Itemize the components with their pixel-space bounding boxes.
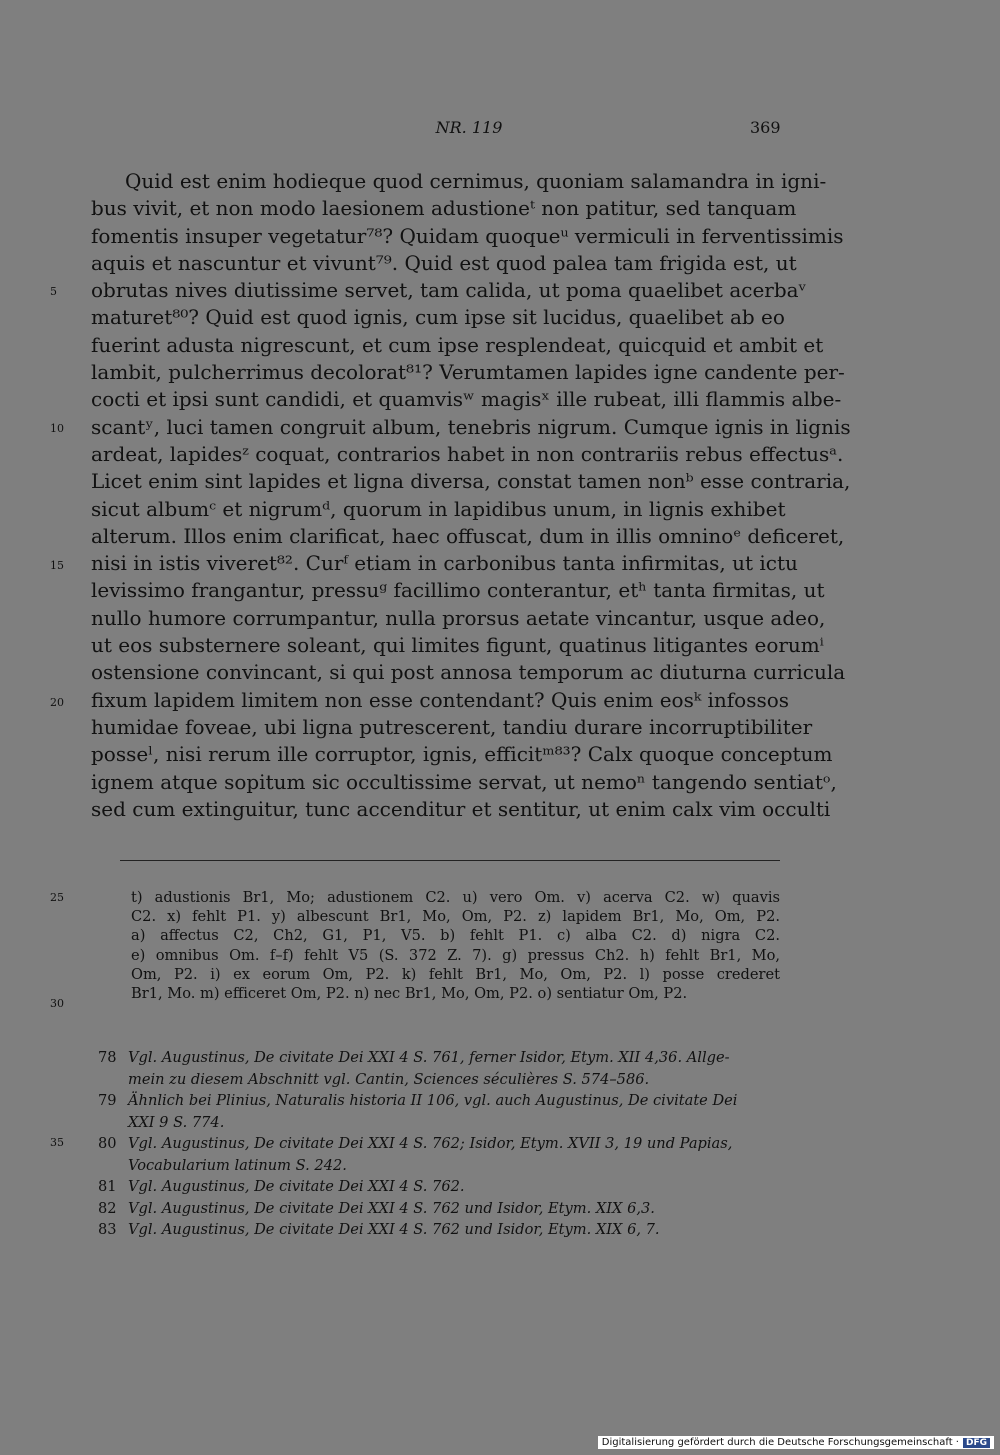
- text-line: obrutas nives diutissime servet, tam calida, ut poma quaelibet acerbaᵛ: [91, 278, 807, 303]
- apparatus-line: Br1, Mo. m) efficeret Om, P2. n) nec Br1, Mo, Om, P2. o) sentiatur Om, P2.: [131, 984, 688, 1002]
- text-line: sed cum extinguitur, tunc accenditur et sentitur, ut enim calx vim occulti: [91, 796, 831, 821]
- text-line: fuerint adusta nigrescunt, et cum ipse resplendeat, quicquid et ambit et: [91, 332, 824, 357]
- footnotes: [98, 1047, 780, 1241]
- footnote-line: Vgl. Augustinus, De civitate Dei XXI 4 S. 762 und Isidor, Etym. XIX 6,3.: [128, 1199, 655, 1217]
- apparatus-line: C2. x) fehlt P1. y) albescunt Br1, Mo, Om, P2. z) lapidem Br1, Mo, Om, P2.: [131, 908, 780, 926]
- text-line: nullo humore corrumpantur, nulla prorsus aetate vincantur, usque adeo,: [91, 605, 826, 630]
- footnote-line: Ähnlich bei Plinius, Naturalis historia II 106, vgl. auch Augustinus, De civitate Dei: [128, 1092, 738, 1109]
- page-number: 369: [750, 118, 781, 137]
- line-number: 10: [50, 422, 64, 435]
- apparatus-line: t) adustionis Br1, Mo; adustionem C2. u) vero Om. v) acerva C2. w) quavis: [131, 889, 780, 906]
- apparatus-line: e) omnibus Om. f–f) fehlt V5 (S. 372 Z. 7). g) pressus Ch2. h) fehlt Br1, Mo,: [131, 946, 780, 964]
- text-line: aquis et nascuntur et vivunt⁷⁹. Quid est quod palea tam frigida est, ut: [91, 250, 797, 275]
- text-line: levissimo frangantur, pressuᵍ facillimo conterantur, etʰ tanta firmitas, ut: [91, 578, 825, 603]
- text-line: sicut albumᶜ et nigrumᵈ, quorum in lapidibus unum, in lignis exhibet: [91, 496, 786, 521]
- footnote-number: 79: [98, 1092, 117, 1109]
- footnote-line: mein zu diesem Abschnitt vgl. Cantin, Sciences séculières S. 574–586.: [128, 1070, 650, 1088]
- main-text: [91, 168, 851, 823]
- text-line: fixum lapidem limitem non esse contendant? Quis enim eosᵏ infossos: [91, 687, 790, 712]
- footnote: [98, 1176, 780, 1198]
- footnote-line: Vocabularium latinum S. 242.: [128, 1156, 347, 1174]
- text-line: nisi in istis viveret⁸². Curᶠ etiam in carbonibus tanta infirmitas, ut ictu: [91, 551, 798, 576]
- funding-text: Digitalisierung gefördert durch die Deutsche Forschungsgemeinschaft ·: [601, 1437, 959, 1448]
- footnote-number: 83: [98, 1221, 117, 1238]
- apparatus-line: a) affectus C2, Ch2, G1, P1, V5. b) fehlt P1. c) alba C2. d) nigra C2.: [131, 927, 780, 945]
- footnote-number: 82: [98, 1199, 117, 1217]
- line-number: 30: [50, 997, 64, 1010]
- text-line: lambit, pulcherrimus decolorat⁸¹? Verumtamen lapides igne candente per-: [91, 360, 845, 385]
- text-line: ardeat, lapidesᶻ coquat, contrarios habet in non contrariis rebus effectusᵃ.: [91, 441, 844, 466]
- text-line: humidae foveae, ubi ligna putrescerent, tandiu durare incorruptibiliter: [91, 714, 813, 739]
- line-number: 15: [50, 559, 64, 572]
- funding-footer: [598, 1436, 994, 1449]
- footnote: [98, 1198, 780, 1220]
- footnote-line: Vgl. Augustinus, De civitate Dei XXI 4 S. 762; Isidor, Etym. XVII 3, 19 und Papias,: [128, 1135, 733, 1152]
- footnote-number: 78: [98, 1049, 117, 1066]
- text-line: fomentis insuper vegetatur⁷⁸? Quidam quoqueᵘ vermiculi in ferventissimis: [91, 223, 844, 248]
- line-number: 25: [50, 891, 64, 904]
- text-line: bus vivit, et non modo laesionem adustioneᵗ non patitur, sed tanquam: [91, 196, 797, 221]
- text-line: scantʸ, luci tamen congruit album, tenebris nigrum. Cumque ignis in lignis: [91, 414, 851, 439]
- text-line: maturet⁸⁰? Quid est quod ignis, cum ipse sit lucidus, quaelibet ab eo: [91, 305, 785, 330]
- text-line: posseˡ, nisi rerum ille corruptor, ignis, efficitᵐ⁸³? Calx quoque conceptum: [91, 742, 833, 767]
- line-number: 5: [50, 285, 57, 298]
- footnote: [98, 1219, 780, 1241]
- text-line: alterum. Illos enim clarificat, haec offuscat, dum in illis omninoᵉ deficeret,: [91, 523, 845, 548]
- footnote: [98, 1047, 780, 1090]
- footnote-line: Vgl. Augustinus, De civitate Dei XXI 4 S. 762.: [128, 1178, 465, 1195]
- text-line: Quid est enim hodieque quod cernimus, quoniam salamandra in igni-: [125, 169, 827, 193]
- running-header-title: NR. 119: [435, 118, 503, 137]
- text-line: Licet enim sint lapides et ligna diversa, constat tamen nonᵇ esse contraria,: [91, 469, 851, 494]
- line-number: 20: [50, 696, 64, 709]
- text-line: ignem atque sopitum sic occultissime servat, ut nemoⁿ tangendo sentiatᵒ,: [91, 769, 837, 794]
- footnote-line: Vgl. Augustinus, De civitate Dei XXI 4 S. 761, ferner Isidor, Etym. XII 4,36. Allge-: [128, 1049, 730, 1066]
- critical-apparatus: [131, 888, 780, 1003]
- footnote-line: Vgl. Augustinus, De civitate Dei XXI 4 S. 762 und Isidor, Etym. XIX 6, 7.: [128, 1221, 660, 1238]
- footnote: [98, 1090, 780, 1133]
- footnote-number: 80: [98, 1135, 117, 1152]
- footnote-number: 81: [98, 1178, 117, 1195]
- apparatus-separator: [120, 860, 780, 861]
- footnote: [98, 1133, 780, 1176]
- line-number: 35: [50, 1136, 64, 1149]
- apparatus-line: Om, P2. i) ex eorum Om, P2. k) fehlt Br1, Mo, Om, P2. l) posse crederet: [131, 965, 780, 983]
- text-line: ut eos substernere soleant, qui limites figunt, quatinus litigantes eorumⁱ: [91, 633, 824, 658]
- dfg-logo: DFG: [963, 1438, 990, 1448]
- text-line: cocti et ipsi sunt candidi, et quamvisʷ magisˣ ille rubeat, illi flammis albe-: [91, 387, 842, 412]
- text-line: ostensione convincant, si qui post annosa temporum ac diuturna curricula: [91, 660, 846, 685]
- footnote-line: XXI 9 S. 774.: [128, 1113, 225, 1131]
